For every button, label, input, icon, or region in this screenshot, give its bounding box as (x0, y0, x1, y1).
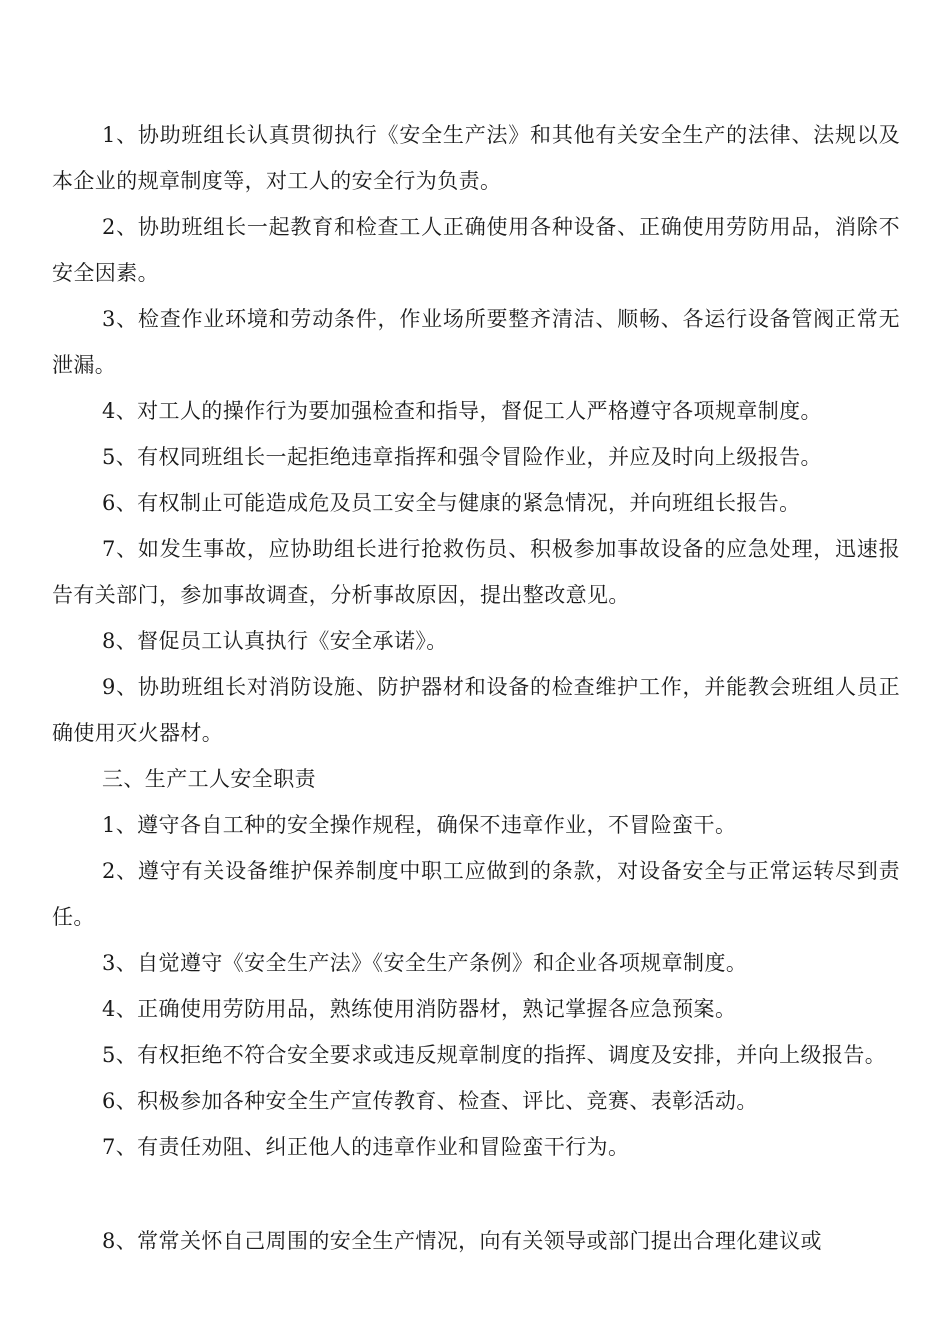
section-heading: 三、生产工人安全职责 (102, 767, 316, 791)
duty-item: 9、协助班组长对消防设施、防护器材和设备的检查维护工作，并能教会班组人员正确使用灭火器材。 (52, 675, 900, 745)
duty-item: 7、有责任劝阻、纠正他人的违章作业和冒险蛮干行为。 (102, 1135, 630, 1159)
duty-item: 1、遵守各自工种的安全操作规程，确保不违章作业，不冒险蛮干。 (102, 813, 737, 837)
duty-item: 2、遵守有关设备维护保养制度中职工应做到的条款，对设备安全与正常运转尽到责任。 (52, 859, 900, 929)
duty-item: 8、常常关怀自己周围的安全生产情况，向有关领导或部门提出合理化建议或 (102, 1229, 822, 1253)
duty-item: 1、协助班组长认真贯彻执行《安全生产法》和其他有关安全生产的法律、法规以及本企业的规章制度等，对工人的安全行为负责。 (52, 123, 900, 193)
duty-item: 5、有权同班组长一起拒绝违章指挥和强令冒险作业，并应及时向上级报告。 (102, 445, 822, 469)
duty-item: 2、协助班组长一起教育和检查工人正确使用各种设备、正确使用劳防用品，消除不安全因素。 (52, 215, 900, 285)
duty-item: 3、自觉遵守《安全生产法》《安全生产条例》和企业各项规章制度。 (102, 951, 748, 975)
duty-item: 5、有权拒绝不符合安全要求或违反规章制度的指挥、调度及安排，并向上级报告。 (102, 1043, 887, 1067)
duty-item: 6、有权制止可能造成危及员工安全与健康的紧急情况，并向班组长报告。 (102, 491, 801, 515)
document-body (52, 112, 900, 1264)
page-break-gap (52, 1170, 900, 1218)
duty-item: 8、督促员工认真执行《安全承诺》。 (102, 629, 448, 653)
duty-item: 4、对工人的操作行为要加强检查和指导，督促工人严格遵守各项规章制度。 (102, 399, 822, 423)
duty-item: 7、如发生事故，应协助组长进行抢救伤员、积极参加事故设备的应急处理，迅速报告有关部门，参加事故调查，分析事故原因，提出整改意见。 (52, 537, 900, 607)
duty-item: 4、正确使用劳防用品，熟练使用消防器材，熟记掌握各应急预案。 (102, 997, 737, 1021)
duty-item: 3、检查作业环境和劳动条件，作业场所要整齐清洁、顺畅、各运行设备管阀正常无泄漏。 (52, 307, 900, 377)
duty-item: 6、积极参加各种安全生产宣传教育、检查、评比、竞赛、表彰活动。 (102, 1089, 758, 1113)
